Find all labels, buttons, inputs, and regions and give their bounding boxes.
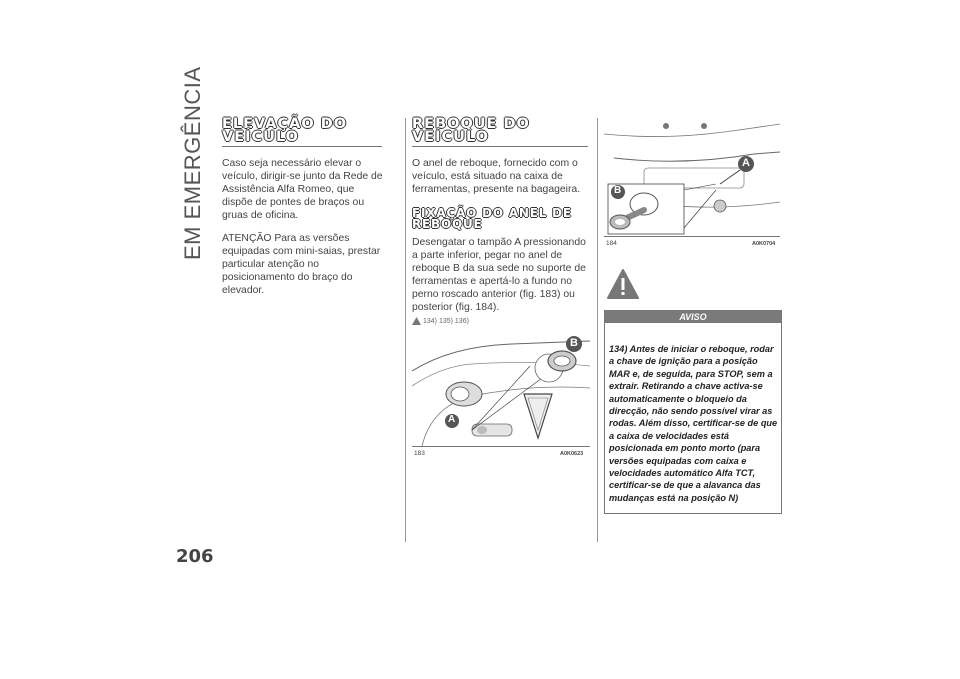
fig183-label-b: B bbox=[570, 337, 578, 349]
paragraph-attention: ATENÇÃO Para as versões equipadas com mini-saias, prestar particular atenção no posicionamento do braço do elevador. bbox=[222, 233, 381, 296]
heading-towing: REBOQUE DO VEÍCULO bbox=[412, 118, 588, 147]
references-text: 134) 135) 136) bbox=[423, 317, 469, 325]
paragraph-towing: O anel de reboque, fornecido com o veículo, está situado na caixa de ferramentas, presente na bagageira. bbox=[412, 158, 581, 195]
side-title-text: EM EMERGÊNCIA bbox=[180, 66, 205, 260]
warning-text: Antes de iniciar o reboque, rodar a chave de ignição para a posição MAR e, de seguida, para STOP, sem a extrair. Retirando a chave activa-se automaticamente o bloqueio da direcção, não sendo possível virar as rodas. Além disso, certificar-se de que a caixa de velocidades está posicionada em ponto morto (para versões equipadas com caixa e velocidades automático Alfa TCT, certificar-se de que a alavanca das mudanças está na posição N) bbox=[609, 344, 778, 503]
column-divider-1 bbox=[405, 118, 406, 542]
fig183-label-a: A bbox=[448, 414, 456, 425]
fig183-number: 183 bbox=[414, 450, 425, 457]
car-front-illustration bbox=[412, 326, 590, 446]
fig184-number: 184 bbox=[606, 240, 617, 247]
heading-lifting: ELEVAÇÃO DO VEÍCULO bbox=[222, 118, 382, 147]
warning-references bbox=[412, 317, 590, 325]
fig183-code: A0K0623 bbox=[560, 451, 584, 457]
warning-triangle-icon bbox=[412, 317, 421, 325]
subheading-tow-ring: FIXAÇÃO DO ANEL DE REBOQUE bbox=[412, 206, 572, 231]
page-number: 206 bbox=[176, 546, 214, 567]
fig184-label-a: A bbox=[742, 157, 750, 169]
paragraph-tow-ring: Desengatar o tampão A pressionando a parte inferior, pegar no anel de reboque B da sua sede no suporte de ferramentas e apertá-lo a fundo no perno roscado anterior (fig. 183) ou posterior (fig. 184). bbox=[412, 237, 586, 313]
warning-number: 134) bbox=[609, 344, 628, 354]
section-side-title bbox=[176, 66, 216, 260]
column-towing bbox=[412, 118, 590, 325]
warning-box bbox=[604, 310, 782, 514]
paragraph-lifting: Caso seja necessário elevar o veículo, dirigir-se junto da Rede de Assistência Alfa Romeo, que dispõe de pontes de braços ou gruas de oficina. bbox=[222, 158, 383, 221]
car-rear-illustration bbox=[604, 118, 780, 236]
figure-184 bbox=[604, 118, 780, 237]
fig184-label-b: B bbox=[614, 185, 622, 196]
column-lifting bbox=[222, 118, 384, 297]
figure-183 bbox=[412, 326, 590, 447]
column-divider-2 bbox=[597, 118, 598, 542]
warning-body bbox=[605, 323, 781, 504]
fig184-code: A0K0704 bbox=[752, 241, 776, 247]
warning-title: AVISO bbox=[605, 311, 781, 323]
warning-icon-wrapper bbox=[606, 268, 640, 305]
warning-icon bbox=[606, 268, 640, 300]
